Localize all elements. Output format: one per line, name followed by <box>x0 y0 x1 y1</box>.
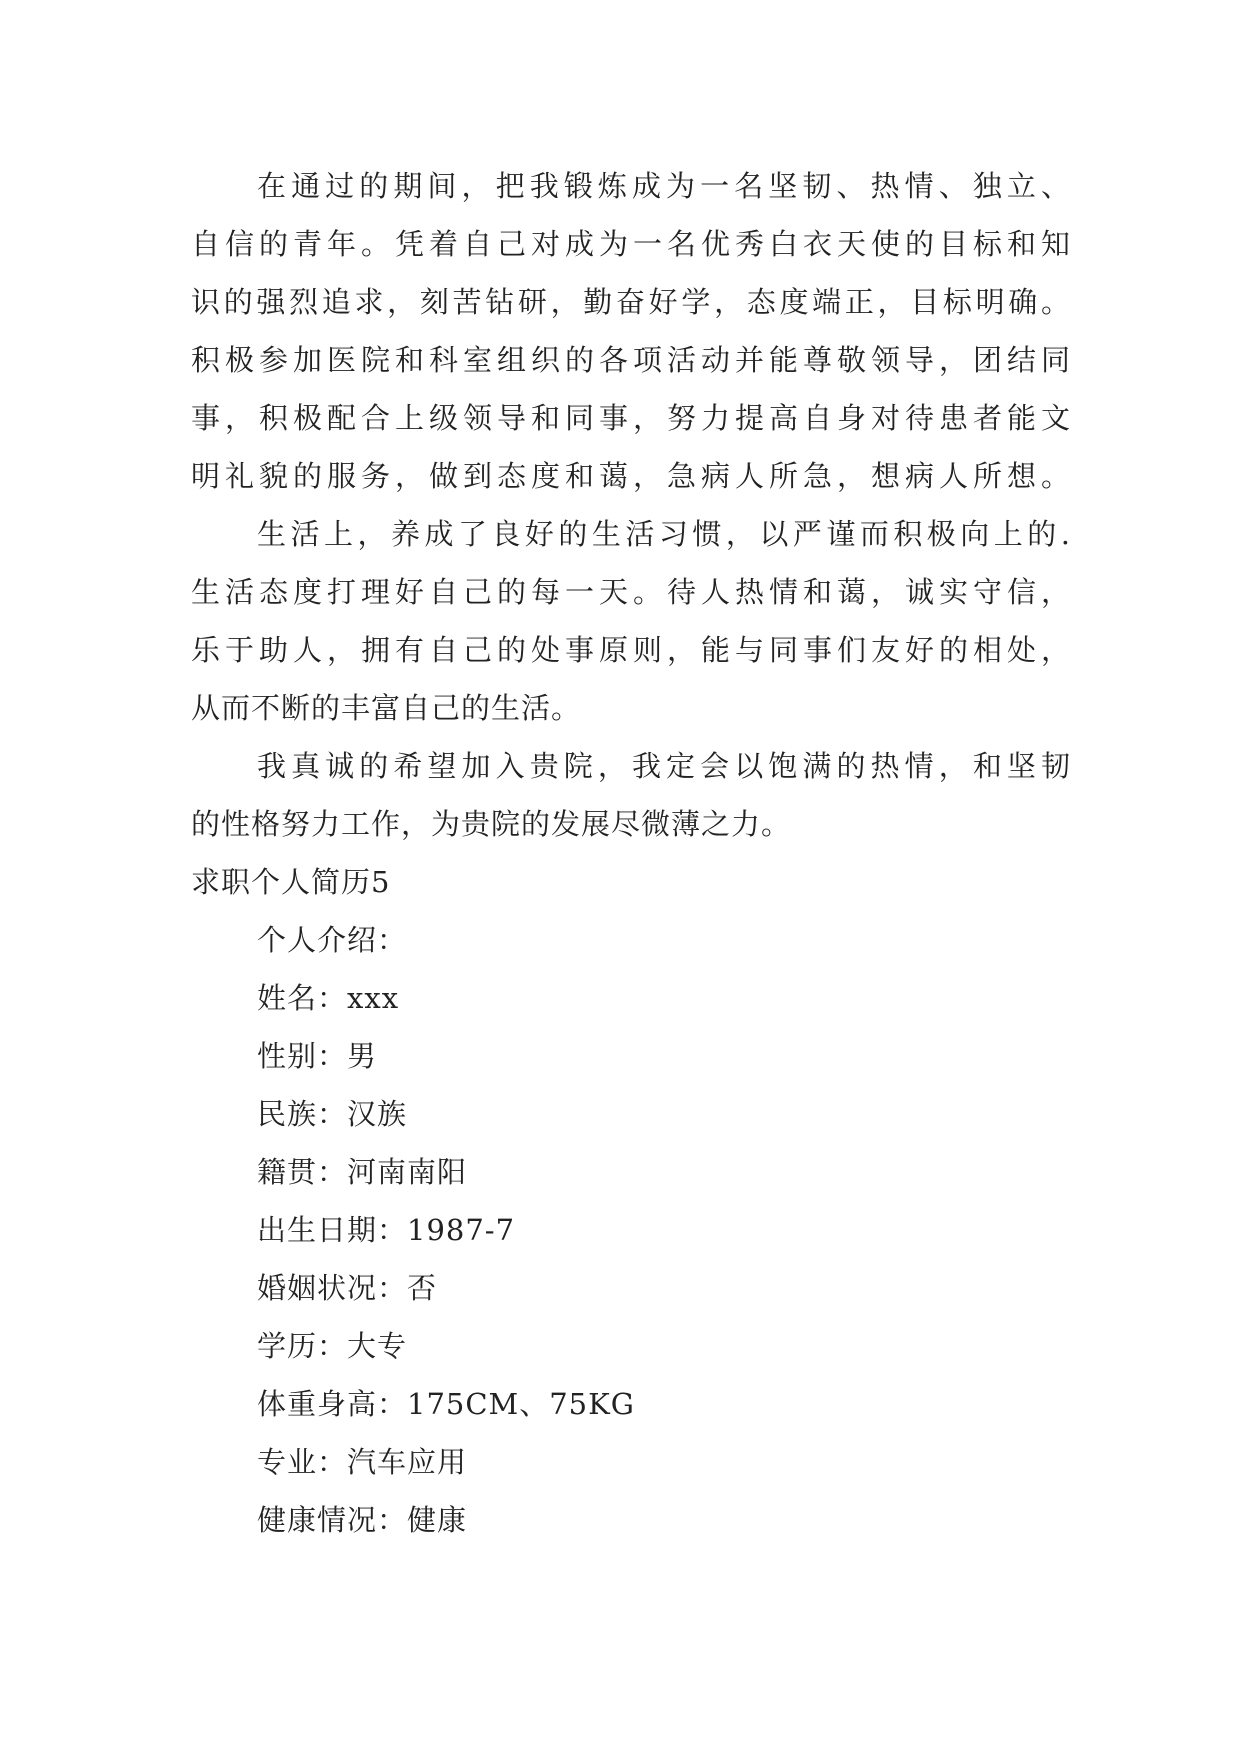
profile-name: 姓名：xxx <box>257 981 400 1015</box>
profile-health: 健康情况：健康 <box>257 1503 468 1537</box>
intro-label: 个人介绍： <box>257 923 408 957</box>
paragraph-1-line-5: 事，积极配合上级领导和同事，努力提高自身对待患者能文 <box>191 401 1071 435</box>
paragraph-1-line-3: 识的强烈追求，刻苦钻研，勤奋好学，态度端正，目标明确。 <box>191 285 1071 319</box>
profile-gender: 性别：男 <box>257 1039 378 1073</box>
profile-origin: 籍贯：河南南阳 <box>257 1155 468 1189</box>
profile-marital-status: 婚姻状况：否 <box>257 1271 438 1305</box>
paragraph-2-line-3: 乐于助人，拥有自己的处事原则，能与同事们友好的相处， <box>191 633 1071 667</box>
profile-education: 学历：大专 <box>257 1329 408 1363</box>
paragraph-2-line-1: 生活上，养成了良好的生活习惯，以严谨而积极向上的. <box>257 517 1071 551</box>
paragraph-2-line-2: 生活态度打理好自己的每一天。待人热情和蔼，诚实守信， <box>191 575 1071 609</box>
paragraph-2-line-4: 从而不断的丰富自己的生活。 <box>191 691 582 725</box>
paragraph-3-line-2: 的性格努力工作，为贵院的发展尽微薄之力。 <box>191 807 792 841</box>
paragraph-1-line-2: 自信的青年。凭着自己对成为一名优秀白衣天使的目标和知 <box>191 227 1071 261</box>
profile-major: 专业：汽车应用 <box>257 1445 468 1479</box>
section-title: 求职个人简历5 <box>191 865 391 899</box>
paragraph-1-line-1: 在通过的期间，把我锻炼成为一名坚韧、热情、独立、 <box>257 169 1071 203</box>
profile-height-weight: 体重身高：175CM、75KG <box>257 1387 635 1421</box>
profile-birth-date: 出生日期：1987-7 <box>257 1213 516 1247</box>
paragraph-1-line-6: 明礼貌的服务，做到态度和蔼，急病人所急，想病人所想。 <box>191 459 1071 493</box>
paragraph-3-line-1: 我真诚的希望加入贵院，我定会以饱满的热情，和坚韧 <box>257 749 1071 783</box>
profile-ethnicity: 民族：汉族 <box>257 1097 408 1131</box>
paragraph-1-line-4: 积极参加医院和科室组织的各项活动并能尊敬领导，团结同 <box>191 343 1071 377</box>
